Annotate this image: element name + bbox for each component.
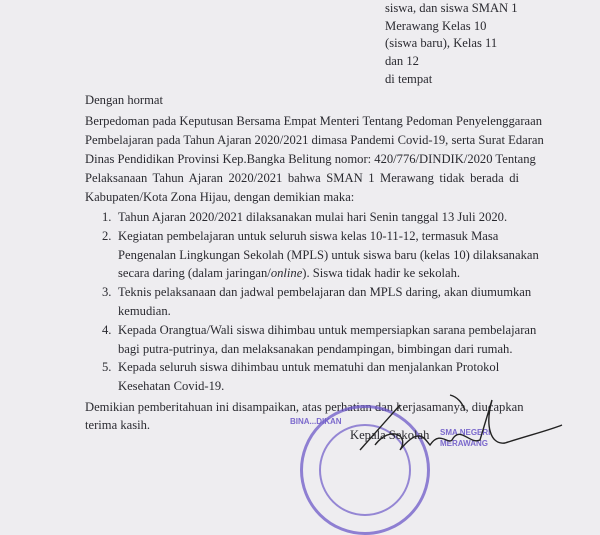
item-text: Pengenalan Lingkungan Sekolah (MPLS) untuk siswa baru (kelas 10) dilaksanakan xyxy=(118,247,539,262)
numbered-list xyxy=(85,208,565,396)
item-text: Kepada seluruh siswa dihimbau untuk mematuhi dan menjalankan Protokol xyxy=(118,360,500,375)
item-text: Teknis pelaksanaan dan jadwal pembelajaran dan MPLS daring, akan diumumkan xyxy=(118,285,532,300)
list-item xyxy=(85,208,565,227)
item-text: Kepada Orangtua/Wali siswa dihimbau untuk mempersiapkan sarana pembelajaran xyxy=(118,322,537,337)
item-text: Kegiatan pembelajaran untuk seluruh siswa kelas 10-11-12, termasuk Masa xyxy=(118,228,499,243)
item-text: Kesehatan Covid-19. xyxy=(118,379,225,394)
item-number: 5. xyxy=(102,360,112,375)
greeting: Dengan hormat xyxy=(85,93,163,107)
stamp-text: BINA...DIKAN xyxy=(290,417,342,426)
item-number: 2. xyxy=(102,228,112,243)
paragraph-line: Pembelajaran pada Tahun Ajaran 2020/2021 dimasa Pandemi Covid-19, serta Surat Edaran xyxy=(85,133,544,147)
recipient-block xyxy=(385,0,518,70)
signatory-title: Kepala Sekolah xyxy=(350,428,430,442)
recipient-line: dan 12 xyxy=(385,53,419,68)
stamp-text: SMA NEGERI xyxy=(440,428,491,437)
intro-paragraph xyxy=(85,112,544,207)
item-text: kemudian. xyxy=(118,303,171,318)
list-item xyxy=(85,321,565,359)
recipient-line: Merawang Kelas 10 xyxy=(385,18,487,33)
paragraph-line: Kabupaten/Kota Zona Hijau, dengan demikian maka: xyxy=(85,190,355,204)
list-item xyxy=(85,227,565,283)
paragraph-line: Dinas Pendidikan Provinsi Kep.Bangka Belitung nomor: 420/776/DINDIK/2020 Tentang xyxy=(85,152,536,166)
closing-line: terima kasih. xyxy=(85,418,151,432)
item-number: 3. xyxy=(102,285,112,300)
item-text-italic: online xyxy=(270,266,303,281)
item-text xyxy=(118,264,565,283)
list-item xyxy=(85,283,565,321)
paragraph-line: Pelaksanaan Tahun Ajaran 2020/2021 bahwa SMAN 1 Merawang tidak berada di xyxy=(85,171,519,185)
paragraph-line: Berpedoman pada Keputusan Bersama Empat Menteri Tentang Pedoman Penyelenggaraan xyxy=(85,114,543,128)
signature-icon xyxy=(330,385,570,455)
place: di tempat xyxy=(385,72,433,86)
item-number: 1. xyxy=(102,210,112,224)
closing-line: Demikian pemberitahuan ini disampaikan, atas perhatian dan kerjasamanya, diucapkan xyxy=(85,400,524,414)
recipient-line: siswa, dan siswa SMAN 1 xyxy=(385,1,518,15)
item-number: 4. xyxy=(102,322,112,337)
item-text: Tahun Ajaran 2020/2021 dilaksanakan mulai hari Senin tanggal 13 Juli 2020. xyxy=(118,210,508,224)
item-text-part: secara daring (dalam jaringan/ xyxy=(118,266,271,281)
stamp-text: MERAWANG xyxy=(440,439,488,448)
item-text: bagi putra-putrinya, dan melaksanakan pendampingan, bimbingan dari rumah. xyxy=(118,341,513,356)
recipient-line: (siswa baru), Kelas 11 xyxy=(385,36,498,50)
item-text-part: ). Siswa tidak hadir ke sekolah. xyxy=(302,266,461,281)
